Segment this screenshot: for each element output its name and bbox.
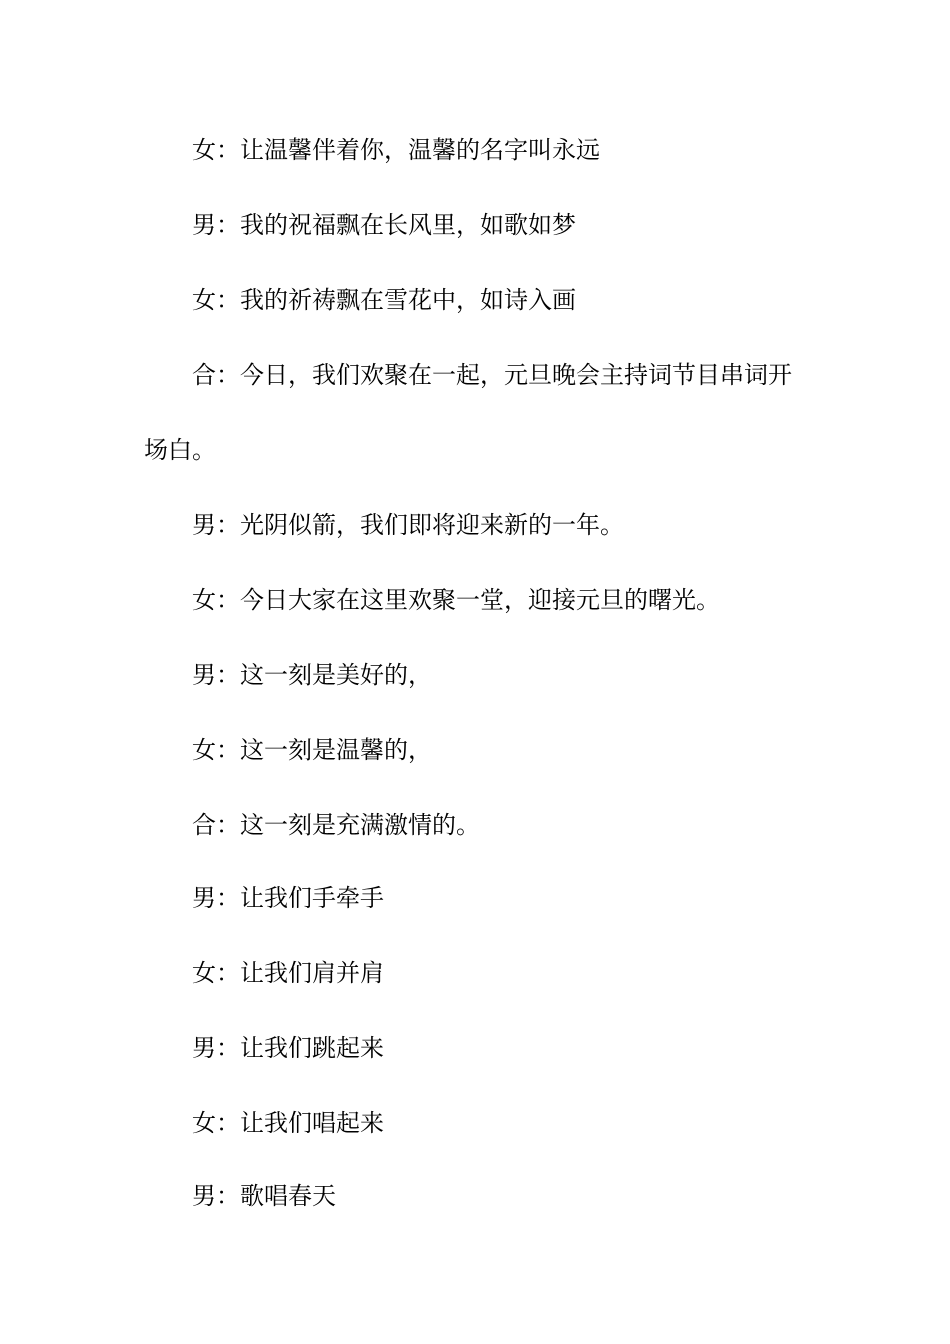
text-line: 女：让我们唱起来 [192, 1109, 384, 1137]
text-line: 女：今日大家在这里欢聚一堂，迎接元旦的曙光。 [192, 586, 720, 614]
text-line: 男：让我们跳起来 [192, 1034, 384, 1062]
text-line: 男：歌唱春天 [192, 1182, 336, 1210]
text-line: 女：让温馨伴着你，温馨的名字叫永远 [192, 136, 600, 164]
text-line: 场白。 [144, 436, 216, 464]
text-line: 男：光阴似箭，我们即将迎来新的一年。 [192, 511, 624, 539]
text-line: 合：今日，我们欢聚在一起，元旦晚会主持词节目串词开 [192, 361, 792, 389]
text-line: 女：让我们肩并肩 [192, 959, 384, 987]
text-line: 女：这一刻是温馨的， [192, 736, 432, 764]
text-line: 合：这一刻是充满激情的。 [192, 811, 480, 839]
text-line: 女：我的祈祷飘在雪花中，如诗入画 [192, 286, 576, 314]
text-line: 男：这一刻是美好的， [192, 661, 432, 689]
text-line: 男：我的祝福飘在长风里，如歌如梦 [192, 211, 576, 239]
text-line: 男：让我们手牵手 [192, 884, 384, 912]
